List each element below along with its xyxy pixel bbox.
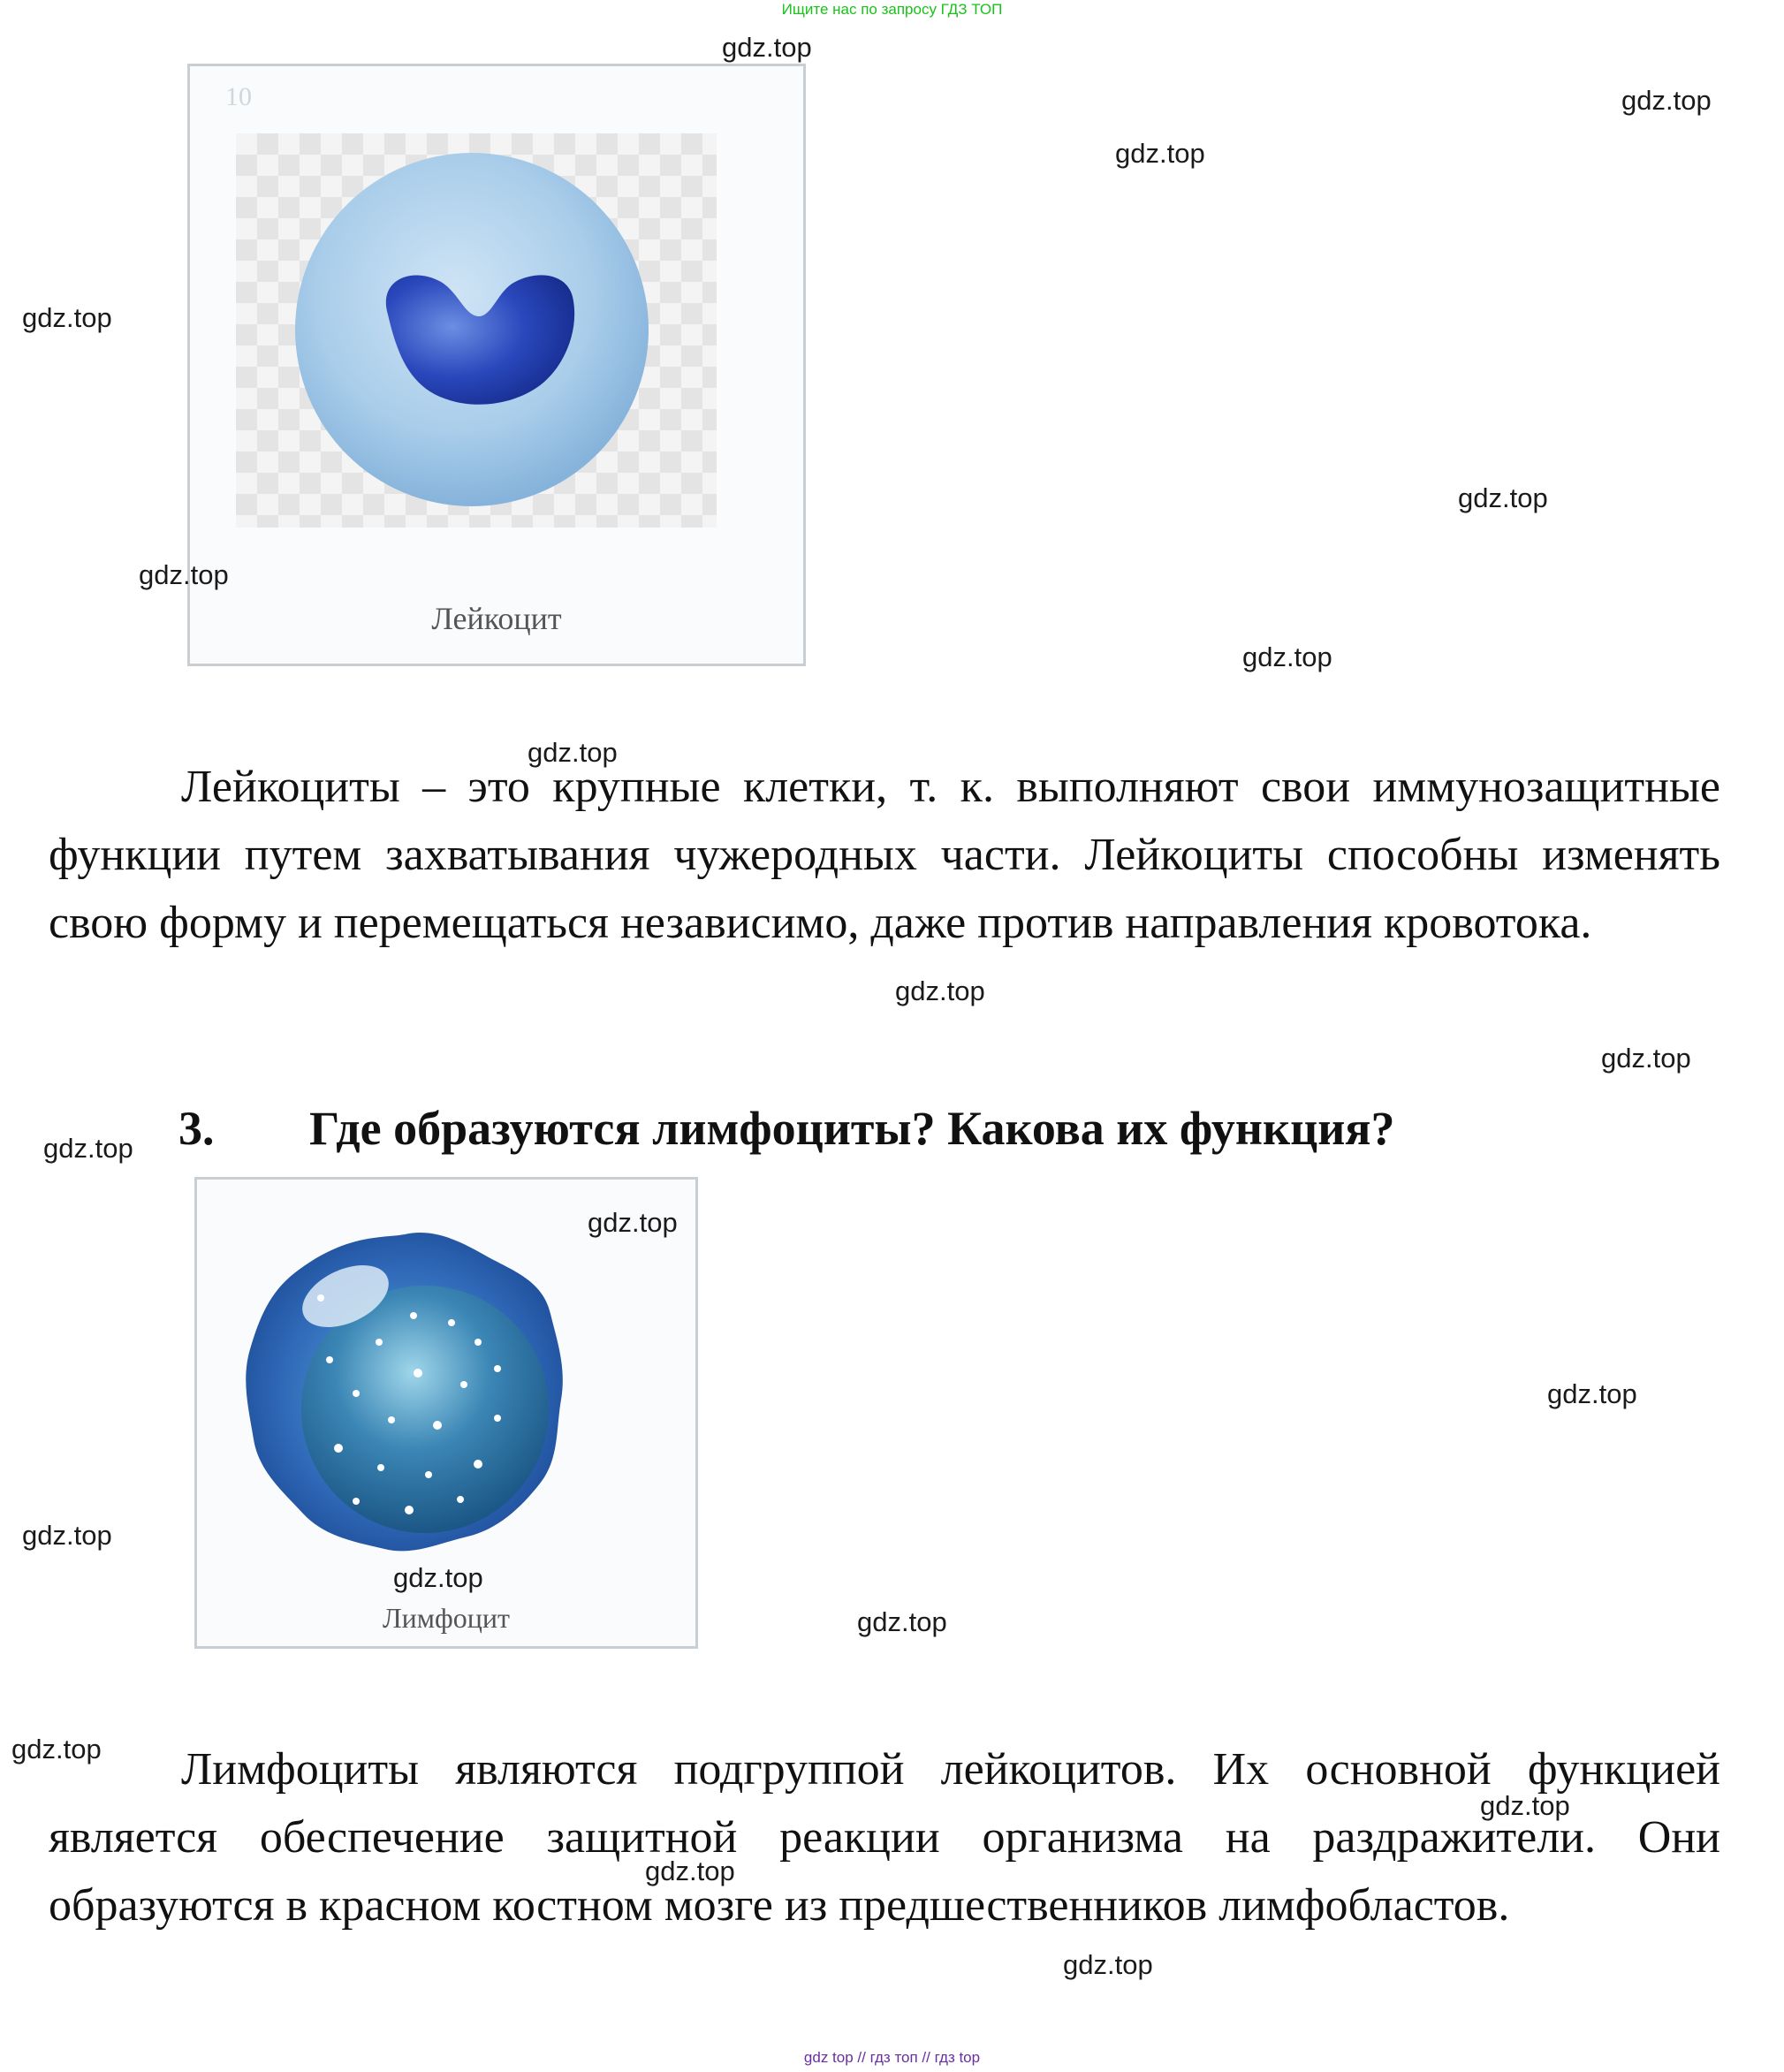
watermark: gdz.top: [1621, 85, 1712, 116]
background-page-number: 10: [225, 82, 252, 111]
watermark: gdz.top: [588, 1207, 678, 1238]
lymphocyte-paragraph-text: Лимфоциты являются подгруппой лейкоцитов. Их основной функцией является обеспечение защитной реакции организма на раздражители. Они образуются в красном костном мозге из предшественников лимфобластов.: [49, 1744, 1720, 1931]
lymphocyte-illustration: [232, 1218, 577, 1563]
watermark: gdz.top: [1480, 1790, 1570, 1821]
leukocyte-paragraph-text: Лейкоциты – это крупные клетки, т. к. выполняют свои иммунозащитные функции путем захватывания чужеродных части. Лейкоциты способны изменять свою форму и перемещаться независимо, даже против направления кровотока.: [49, 762, 1720, 948]
lymphocyte-paragraph: [49, 1735, 1720, 1939]
watermark: gdz.top: [528, 737, 618, 768]
watermark: gdz.top: [1458, 482, 1548, 513]
watermark: gdz.top: [43, 1133, 133, 1164]
watermark: gdz.top: [11, 1734, 102, 1765]
watermark: gdz.top: [722, 32, 812, 63]
watermark: gdz.top: [857, 1606, 947, 1637]
watermark: gdz.top: [139, 559, 229, 590]
watermark: gdz.top: [1063, 1949, 1153, 1980]
footer-links[interactable]: gdz top // гдз топ // гдз top: [803, 2049, 981, 2066]
watermark: gdz.top: [393, 1562, 483, 1593]
watermark: gdz.top: [22, 302, 112, 333]
watermark: gdz.top: [645, 1856, 735, 1886]
search-banner[interactable]: Ищите нас по запросу ГДЗ ТОП: [781, 1, 1003, 18]
watermark: gdz.top: [22, 1520, 112, 1551]
leukocyte-figure: [187, 64, 806, 666]
question-3-heading: [178, 1102, 1395, 1155]
watermark: gdz.top: [1601, 1043, 1691, 1074]
watermark: gdz.top: [1242, 641, 1332, 672]
watermark: gdz.top: [1547, 1378, 1637, 1409]
leukocyte-illustration: [236, 133, 717, 527]
leukocyte-paragraph: [49, 753, 1720, 957]
leukocyte-caption: Лейкоцит: [431, 601, 562, 636]
lymphocyte-caption: Лимфоцит: [382, 1602, 511, 1634]
question-text: Где образуются лимфоциты? Какова их функция?: [309, 1102, 1395, 1155]
question-number: 3.: [178, 1102, 215, 1155]
watermark: gdz.top: [895, 975, 985, 1006]
watermark: gdz.top: [1115, 138, 1205, 169]
